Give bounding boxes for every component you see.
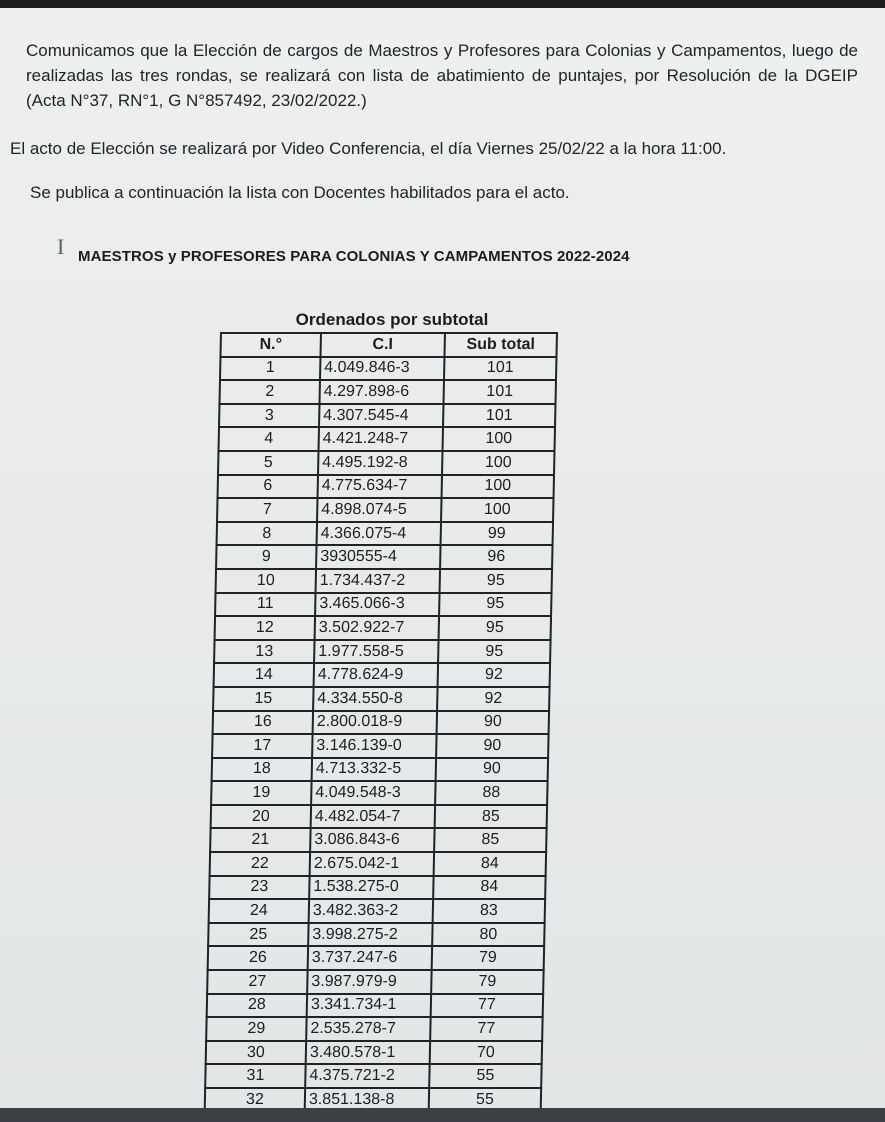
- row-number: 29: [206, 1017, 306, 1041]
- row-number: 4: [219, 427, 319, 451]
- document-page: [0, 8, 885, 1116]
- table-row: [214, 640, 550, 664]
- row-subtotal: 100: [442, 475, 554, 499]
- table-row: [206, 1041, 542, 1065]
- row-ci: 2.800.018-9: [313, 711, 437, 735]
- row-subtotal: 101: [444, 357, 556, 381]
- row-number: 28: [207, 994, 307, 1018]
- row-ci: 4.307.545-4: [319, 404, 443, 428]
- row-subtotal: 95: [439, 593, 551, 617]
- table-row: [208, 923, 544, 947]
- row-ci: 4.421.248-7: [319, 427, 443, 451]
- row-number: 11: [215, 593, 315, 617]
- row-ci: 3.987.979-9: [307, 970, 431, 994]
- candidates-table: [204, 332, 558, 1113]
- row-subtotal: 83: [433, 899, 545, 923]
- row-subtotal: 70: [430, 1041, 542, 1065]
- row-ci: 3.480.578-1: [306, 1041, 430, 1065]
- text-cursor-icon: I: [57, 234, 65, 259]
- row-subtotal: 90: [436, 734, 548, 758]
- row-ci: 4.375.721-2: [305, 1064, 429, 1088]
- row-number: 30: [206, 1041, 306, 1065]
- table-row: [216, 569, 552, 593]
- table-row: [213, 711, 549, 735]
- row-number: 19: [211, 781, 311, 805]
- row-subtotal: 79: [431, 970, 543, 994]
- row-subtotal: 95: [439, 616, 551, 640]
- table-row: [209, 899, 545, 923]
- table-row: [206, 1017, 542, 1041]
- row-ci: 2.675.042-1: [310, 852, 434, 876]
- row-number: 14: [214, 663, 314, 687]
- row-number: 32: [205, 1088, 305, 1112]
- row-ci: 4.898.074-5: [317, 498, 441, 522]
- row-ci: 3930555-4: [316, 545, 440, 569]
- row-subtotal: 80: [432, 923, 544, 947]
- row-subtotal: 100: [442, 451, 554, 475]
- row-number: 9: [216, 545, 316, 569]
- header-number: N.°: [220, 333, 320, 357]
- row-subtotal: 84: [434, 852, 546, 876]
- row-ci: 1.977.558-5: [314, 640, 438, 664]
- row-subtotal: 100: [443, 427, 555, 451]
- row-number: 23: [209, 876, 309, 900]
- row-subtotal: 55: [429, 1088, 541, 1112]
- table-row: [217, 522, 553, 546]
- row-number: 31: [205, 1064, 305, 1088]
- row-ci: 4.366.075-4: [317, 522, 441, 546]
- table-body: [205, 357, 557, 1112]
- row-number: 2: [219, 380, 319, 404]
- list-intro-paragraph: Se publica a continuación la lista con Docentes habilitados para el acto.: [30, 183, 570, 202]
- row-subtotal: 88: [435, 781, 547, 805]
- table-row: [212, 758, 548, 782]
- row-subtotal: 90: [437, 711, 549, 735]
- table-row: [205, 1064, 541, 1088]
- row-ci: 1.734.437-2: [316, 569, 440, 593]
- row-subtotal: 85: [435, 805, 547, 829]
- row-number: 12: [215, 616, 315, 640]
- table-row: [216, 545, 552, 569]
- table-row: [210, 852, 546, 876]
- row-ci: 4.713.332-5: [312, 758, 436, 782]
- row-subtotal: 95: [440, 569, 552, 593]
- row-ci: 1.538.275-0: [309, 876, 433, 900]
- row-ci: 3.086.843-6: [310, 828, 434, 852]
- row-number: 8: [217, 522, 317, 546]
- table-header-row: [220, 333, 556, 357]
- row-ci: 4.334.550-8: [313, 687, 437, 711]
- row-number: 20: [211, 805, 311, 829]
- screen-bezel-bottom: [0, 1108, 885, 1122]
- row-subtotal: 90: [436, 758, 548, 782]
- table-row: [209, 876, 545, 900]
- row-subtotal: 77: [431, 994, 543, 1018]
- row-number: 21: [210, 828, 310, 852]
- row-number: 16: [213, 711, 313, 735]
- table-row: [215, 616, 551, 640]
- row-ci: 3.998.275-2: [308, 923, 432, 947]
- row-number: 22: [210, 852, 310, 876]
- row-number: 1: [220, 357, 320, 381]
- table-row: [211, 805, 547, 829]
- row-number: 13: [214, 640, 314, 664]
- row-subtotal: 92: [438, 663, 550, 687]
- row-ci: 4.495.192-8: [318, 451, 442, 475]
- table-row: [214, 663, 550, 687]
- row-subtotal: 55: [429, 1064, 541, 1088]
- table-row: [212, 734, 548, 758]
- row-subtotal: 85: [434, 828, 546, 852]
- row-subtotal: 96: [440, 545, 552, 569]
- row-number: 27: [207, 970, 307, 994]
- row-subtotal: 79: [432, 946, 544, 970]
- row-subtotal: 101: [443, 404, 555, 428]
- row-ci: 4.482.054-7: [311, 805, 435, 829]
- row-ci: 3.737.247-6: [308, 946, 432, 970]
- row-ci: 4.778.624-9: [314, 663, 438, 687]
- document-heading: MAESTROS y PROFESORES PARA COLONIAS Y CAMPAMENTOS 2022-2024: [78, 248, 630, 265]
- row-number: 17: [212, 734, 312, 758]
- table-row: [219, 380, 555, 404]
- row-subtotal: 92: [437, 687, 549, 711]
- row-number: 26: [208, 946, 308, 970]
- row-ci: 4.049.846-3: [320, 357, 444, 381]
- row-ci: 4.775.634-7: [318, 475, 442, 499]
- row-ci: 4.297.898-6: [319, 380, 443, 404]
- row-subtotal: 101: [443, 380, 555, 404]
- table-row: [207, 994, 543, 1018]
- election-details-paragraph: El acto de Elección se realizará por Video Conferencia, el día Viernes 25/02/22 a la hora 11:00.: [10, 139, 727, 158]
- row-number: 10: [216, 569, 316, 593]
- row-number: 24: [209, 899, 309, 923]
- row-number: 6: [218, 475, 318, 499]
- table-row: [215, 593, 551, 617]
- table-caption: Ordenados por subtotal: [295, 310, 489, 329]
- row-ci: 3.482.363-2: [309, 899, 433, 923]
- row-subtotal: 99: [441, 522, 553, 546]
- row-subtotal: 95: [438, 640, 550, 664]
- row-number: 18: [212, 758, 312, 782]
- header-subtotal: Sub total: [444, 333, 556, 357]
- row-number: 25: [208, 923, 308, 947]
- table-row: [207, 970, 543, 994]
- row-number: 15: [213, 687, 313, 711]
- table-row: [210, 828, 546, 852]
- row-ci: 3.465.066-3: [315, 593, 439, 617]
- announcement-paragraph: Comunicamos que la Elección de cargos de Maestros y Profesores para Colonias y Campamentos, luego de realizadas las tres rondas, se realizará con lista de abatimiento de puntajes, por Resolución de la DGEIP (Acta N°37, RN°1, G N°857492, 23/02/2022.): [26, 41, 858, 110]
- row-subtotal: 84: [433, 876, 545, 900]
- table-row: [218, 475, 554, 499]
- table-row: [213, 687, 549, 711]
- row-subtotal: 100: [441, 498, 553, 522]
- row-ci: 3.341.734-1: [307, 994, 431, 1018]
- row-ci: 3.146.139-0: [312, 734, 436, 758]
- row-ci: 3.851.138-8: [305, 1088, 429, 1112]
- row-number: 7: [217, 498, 317, 522]
- row-ci: 2.535.278-7: [306, 1017, 430, 1041]
- header-ci: C.I: [320, 333, 444, 357]
- row-ci: 4.049.548-3: [311, 781, 435, 805]
- table-row: [208, 946, 544, 970]
- row-ci: 3.502.922-7: [315, 616, 439, 640]
- table-row: [217, 498, 553, 522]
- table-row: [218, 451, 554, 475]
- table-row: [211, 781, 547, 805]
- table-row: [220, 357, 556, 381]
- table-row: [219, 427, 555, 451]
- row-number: 5: [218, 451, 318, 475]
- row-number: 3: [219, 404, 319, 428]
- row-subtotal: 77: [430, 1017, 542, 1041]
- table-row: [219, 404, 555, 428]
